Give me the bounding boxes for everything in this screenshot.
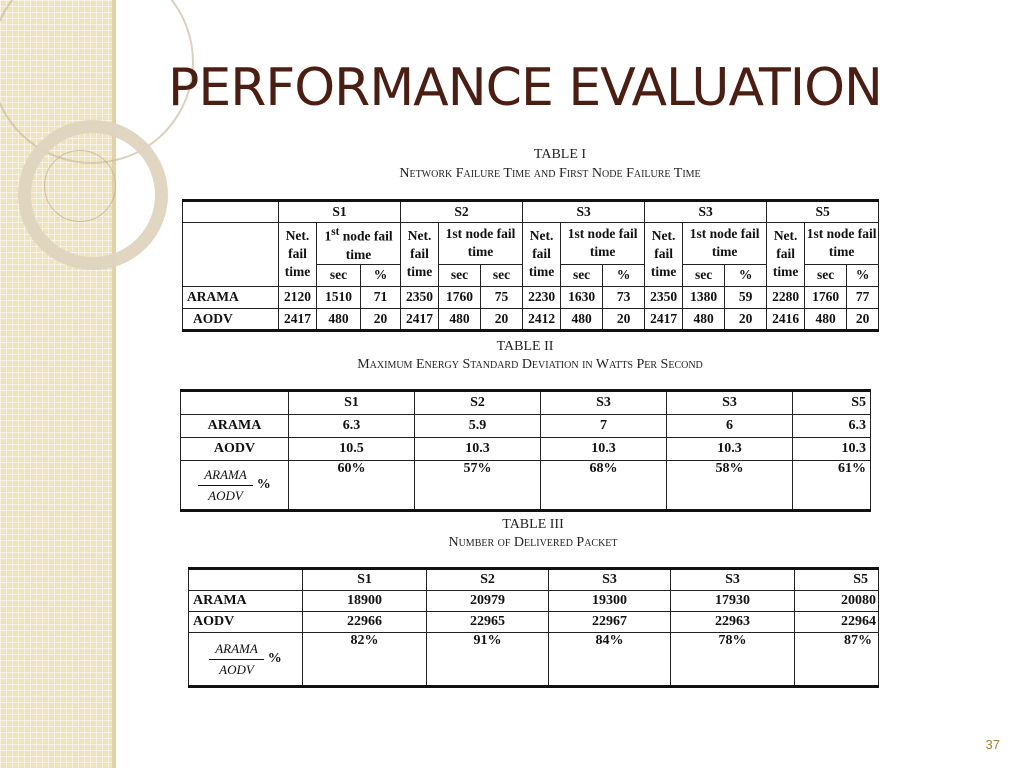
fraction-denominator: AODV bbox=[219, 661, 254, 677]
table-cell: 59 bbox=[725, 286, 767, 308]
table3-corner bbox=[189, 569, 303, 591]
ratio-percent-sign: % bbox=[267, 651, 282, 666]
table-cell: 1760 bbox=[439, 286, 481, 308]
table3-caption-title: Number of Delivered Packet bbox=[448, 535, 618, 550]
table1-scenario-header: S5 bbox=[767, 201, 879, 223]
table-cell: 22963 bbox=[671, 612, 795, 633]
table2-scenario-header: S3 bbox=[541, 391, 667, 415]
table1-first-node-header bbox=[317, 223, 401, 265]
table-cell: 82% bbox=[303, 633, 427, 687]
table1-corner bbox=[183, 201, 279, 223]
table3-scenario-header: S3 bbox=[671, 569, 795, 591]
table-cell: 2120 bbox=[279, 286, 317, 308]
fraction-denominator: AODV bbox=[208, 487, 243, 503]
table1-net-fail-header: Net. fail time bbox=[645, 223, 683, 287]
ratio-label bbox=[189, 633, 303, 687]
table-cell: 10.3 bbox=[541, 438, 667, 461]
ratio-fraction bbox=[198, 467, 253, 504]
table1-net-fail-header: Net. fail time bbox=[279, 223, 317, 287]
first-node-suffix: node fail time bbox=[339, 228, 393, 262]
table3-caption-number: TABLE III bbox=[502, 517, 564, 532]
table3-scenario-header: S5 bbox=[795, 569, 879, 591]
table-cell: 22965 bbox=[427, 612, 549, 633]
ratio-percent-sign: % bbox=[256, 477, 271, 492]
first-node-superscript: st bbox=[331, 226, 340, 238]
table1-first-node-header: 1st node fail time bbox=[683, 223, 767, 265]
table1-net-fail-header: Net. fail time bbox=[401, 223, 439, 287]
table-cell: 2230 bbox=[523, 286, 561, 308]
table1-caption-number: TABLE I bbox=[533, 147, 587, 162]
table1-corner bbox=[183, 223, 279, 287]
table-cell: 61% bbox=[793, 461, 871, 511]
table-cell: 1630 bbox=[561, 286, 603, 308]
table-cell: 480 bbox=[317, 308, 361, 330]
row-label-arama: ARAMA bbox=[183, 286, 279, 308]
table-cell: 22967 bbox=[549, 612, 671, 633]
table-cell: 22966 bbox=[303, 612, 427, 633]
first-node-prefix: 1 bbox=[324, 228, 332, 244]
row-label-arama: ARAMA bbox=[181, 415, 289, 438]
table-cell: 480 bbox=[561, 308, 603, 330]
table-cell: 87% bbox=[795, 633, 879, 687]
table-cell: 480 bbox=[439, 308, 481, 330]
table-cell: 10.3 bbox=[667, 438, 793, 461]
table-cell: 84% bbox=[549, 633, 671, 687]
table-cell: 10.5 bbox=[289, 438, 415, 461]
table1-scenario-header: S3 bbox=[523, 201, 645, 223]
unit-sec: sec bbox=[561, 264, 603, 286]
row-label-aodv: AODV bbox=[183, 308, 279, 330]
table2-caption-title: Maximum Energy Standard Deviation in Watts Per Second bbox=[357, 357, 703, 372]
unit-sec: sec bbox=[439, 264, 481, 286]
table-cell: 75 bbox=[481, 286, 523, 308]
table-cell: 10.3 bbox=[415, 438, 541, 461]
table-cell: 6 bbox=[667, 415, 793, 438]
unit-sec: sec bbox=[317, 264, 361, 286]
table-cell: 1510 bbox=[317, 286, 361, 308]
unit-pct: % bbox=[603, 264, 645, 286]
slide-title: PERFORMANCE EVALUATION bbox=[168, 58, 882, 118]
table-cell: 7 bbox=[541, 415, 667, 438]
table2-scenario-header: S2 bbox=[415, 391, 541, 415]
unit-pct: % bbox=[361, 264, 401, 286]
unit-sec: sec bbox=[683, 264, 725, 286]
table-cell: 2280 bbox=[767, 286, 805, 308]
table-cell: 57% bbox=[415, 461, 541, 511]
table-cell: 480 bbox=[805, 308, 847, 330]
table-cell: 19300 bbox=[549, 591, 671, 612]
unit-sec: sec bbox=[481, 264, 523, 286]
table-cell: 20 bbox=[603, 308, 645, 330]
table1-first-node-header: 1st node fail time bbox=[561, 223, 645, 265]
table-cell: 2417 bbox=[279, 308, 317, 330]
table-cell: 71 bbox=[361, 286, 401, 308]
table-cell: 10.3 bbox=[793, 438, 871, 461]
table-cell: 2412 bbox=[523, 308, 561, 330]
table-cell: 58% bbox=[667, 461, 793, 511]
table-cell: 2350 bbox=[401, 286, 439, 308]
table-cell: 78% bbox=[671, 633, 795, 687]
table-cell: 22964 bbox=[795, 612, 879, 633]
unit-pct: % bbox=[725, 264, 767, 286]
row-label-aodv: AODV bbox=[181, 438, 289, 461]
table3-scenario-header: S1 bbox=[303, 569, 427, 591]
row-label-arama: ARAMA bbox=[189, 591, 303, 612]
table2-scenario-header: S3 bbox=[667, 391, 793, 415]
table-cell: 1380 bbox=[683, 286, 725, 308]
table-cell: 20 bbox=[847, 308, 879, 330]
row-label-aodv: AODV bbox=[189, 612, 303, 633]
table1-net-fail-header: Net. fail time bbox=[767, 223, 805, 287]
ratio-label bbox=[181, 461, 289, 511]
table-cell: 6.3 bbox=[793, 415, 871, 438]
table-cell: 6.3 bbox=[289, 415, 415, 438]
ratio-fraction bbox=[209, 641, 264, 678]
table1-scenario-header: S2 bbox=[401, 201, 523, 223]
table2-scenario-header: S5 bbox=[793, 391, 871, 415]
table-cell: 2417 bbox=[645, 308, 683, 330]
fraction-numerator: ARAMA bbox=[198, 467, 253, 486]
decorative-ring bbox=[44, 150, 116, 222]
table-energy-std-deviation bbox=[180, 389, 871, 512]
table-cell: 20 bbox=[725, 308, 767, 330]
table-cell: 2350 bbox=[645, 286, 683, 308]
page-number: 37 bbox=[985, 737, 1000, 752]
table-cell: 20080 bbox=[795, 591, 879, 612]
table3-scenario-header: S3 bbox=[549, 569, 671, 591]
table-cell: 2417 bbox=[401, 308, 439, 330]
table2-caption-number: TABLE II bbox=[496, 339, 554, 354]
table-cell: 20 bbox=[481, 308, 523, 330]
table-delivered-packets bbox=[188, 567, 879, 688]
table2-corner bbox=[181, 391, 289, 415]
table1-scenario-header: S3 bbox=[645, 201, 767, 223]
table-cell: 73 bbox=[603, 286, 645, 308]
table1-first-node-header: 1st node fail time bbox=[805, 223, 879, 265]
table2-scenario-header: S1 bbox=[289, 391, 415, 415]
table1-net-fail-header: Net. fail time bbox=[523, 223, 561, 287]
table-cell: 480 bbox=[683, 308, 725, 330]
table-cell: 68% bbox=[541, 461, 667, 511]
table3-scenario-header: S2 bbox=[427, 569, 549, 591]
table-cell: 20 bbox=[361, 308, 401, 330]
unit-sec: sec bbox=[805, 264, 847, 286]
table-cell: 77 bbox=[847, 286, 879, 308]
table1-first-node-header: 1st node fail time bbox=[439, 223, 523, 265]
table-cell: 5.9 bbox=[415, 415, 541, 438]
table-cell: 17930 bbox=[671, 591, 795, 612]
table-cell: 1760 bbox=[805, 286, 847, 308]
table-network-failure-time bbox=[182, 199, 879, 332]
table-cell: 2416 bbox=[767, 308, 805, 330]
table1-caption-title: Network Failure Time and First Node Failure Time bbox=[399, 166, 701, 181]
table-cell: 18900 bbox=[303, 591, 427, 612]
table-cell: 91% bbox=[427, 633, 549, 687]
table1-scenario-header: S1 bbox=[279, 201, 401, 223]
unit-pct: % bbox=[847, 264, 879, 286]
table-cell: 60% bbox=[289, 461, 415, 511]
fraction-numerator: ARAMA bbox=[209, 641, 264, 660]
table-cell: 20979 bbox=[427, 591, 549, 612]
